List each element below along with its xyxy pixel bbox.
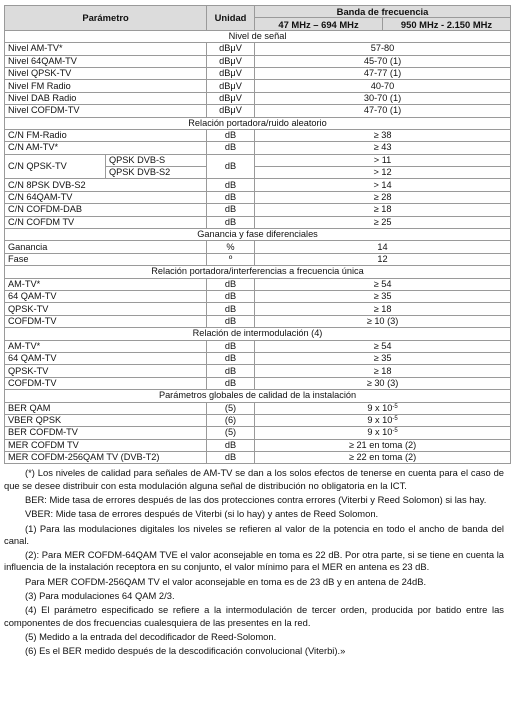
table-row (5, 154, 511, 166)
parameter-label: Nivel QPSK-TV (5, 67, 207, 79)
footnote-paragraph: (1) Para las modulaciones digitales los niveles se refieren al valor de la potencia en todo el ancho de banda del canal. (4, 522, 504, 546)
unit-cell: dB (207, 452, 255, 464)
table-row (5, 142, 511, 154)
value-cell (255, 253, 511, 265)
value-cell (255, 452, 511, 464)
section-header-row (5, 30, 511, 42)
table-row (5, 452, 511, 464)
footnote-paragraph: (5) Medido a la entrada del decodificador de Reed-Solomon. (25, 630, 277, 642)
value-exponent: -5 (392, 416, 398, 423)
parameter-label: 64 QAM-TV (5, 290, 207, 302)
parameter-label: Nivel AM-TV* (5, 43, 207, 55)
parameter-label: Fase (5, 253, 207, 265)
footnote-paragraph: (4) El parámetro especificado se refiere a la intermodulación de tercer orden, producida por batido entre las componentes de dos frecuencias cualesquiera de las presentes en la red. (4, 604, 504, 628)
unit-cell: dB (207, 439, 255, 451)
parameter-label: AM-TV* (5, 340, 207, 352)
section-title: Relación de intermodulación (4) (5, 328, 511, 340)
value-text: 12 (377, 254, 388, 264)
section-title: Relación portadora/interferencias a frecuencia única (5, 266, 511, 278)
value-cell (255, 290, 511, 302)
table-row (5, 303, 511, 315)
value-cell: > 12 (255, 167, 511, 179)
section-header-row (5, 390, 511, 402)
parameter-label: C/N COFDM-DAB (5, 204, 207, 216)
document-page (4, 5, 511, 657)
unit-cell: dB (207, 290, 255, 302)
table-row (5, 179, 511, 191)
value-cell (255, 142, 511, 154)
parameter-label: AM-TV* (5, 278, 207, 290)
value-text: 47-70 (1) (363, 105, 402, 116)
value-cell (255, 191, 511, 203)
value-cell (255, 67, 511, 79)
value-cell (255, 179, 511, 191)
value-text: ≥ 54 (373, 278, 392, 289)
value-text: ≥ 28 (373, 192, 392, 203)
parameter-sublabel: QPSK DVB-S (106, 154, 207, 166)
table-row (5, 204, 511, 216)
table-row (5, 67, 511, 79)
value-cell (255, 204, 511, 216)
value-text: 9 x 10 (367, 427, 393, 438)
value-cell (255, 129, 511, 141)
parameter-label: C/N QPSK-TV (5, 154, 106, 179)
value-cell (255, 377, 511, 389)
unit-cell: (5) (207, 402, 255, 414)
unit-cell: dB (207, 340, 255, 352)
value-text: ≥ 35 (373, 291, 392, 302)
parameter-label: C/N COFDM TV (5, 216, 207, 228)
value-cell (255, 278, 511, 290)
value-text: ≥ 10 (3) (366, 315, 399, 326)
value-cell (255, 439, 511, 451)
value-text: 57-80 (370, 43, 395, 54)
parameter-label: Ganancia (5, 241, 207, 253)
footnote-paragraph: Para MER COFDM-256QAM TV el valor aconsejable en toma es de 23 dB y en antena de 24dB. (25, 575, 427, 587)
table-row (5, 55, 511, 67)
table-row (5, 290, 511, 302)
unit-cell: dB (207, 154, 255, 179)
unit-cell: (5) (207, 427, 255, 439)
parameter-label: QPSK-TV (5, 365, 207, 377)
value-cell (255, 414, 511, 426)
unit-cell: dB (207, 129, 255, 141)
value-text: 9 x 10 (367, 402, 393, 413)
value-text: 14 (377, 241, 388, 252)
value-text: > 14 (373, 179, 392, 190)
value-text: ≥ 43 (373, 142, 392, 153)
value-cell (255, 315, 511, 327)
section-header-row (5, 266, 511, 278)
value-text: 45-70 (1) (363, 55, 402, 66)
value-exponent: -5 (392, 403, 398, 410)
table-row (5, 352, 511, 364)
header-band-2: 950 MHz - 2.150 MHz (383, 18, 511, 30)
table-row (5, 92, 511, 104)
table-row (5, 427, 511, 439)
parameter-label: BER COFDM-TV (5, 427, 207, 439)
section-title: Nivel de señal (5, 30, 511, 42)
table-row (5, 191, 511, 203)
quality-parameters-table (4, 5, 511, 464)
unit-cell: dB (207, 303, 255, 315)
table-row (5, 105, 511, 117)
unit-cell: (6) (207, 414, 255, 426)
table-row (5, 365, 511, 377)
unit-cell: dB (207, 216, 255, 228)
value-cell (255, 365, 511, 377)
table-row (5, 377, 511, 389)
parameter-label: C/N AM-TV* (5, 142, 207, 154)
unit-cell: dB (207, 179, 255, 191)
parameter-sublabel: QPSK DVB-S2 (106, 167, 207, 179)
value-text: ≥ 54 (373, 340, 392, 351)
parameter-label: QPSK-TV (5, 303, 207, 315)
parameter-label: COFDM-TV (5, 377, 207, 389)
footnote-paragraph: (2): Para MER COFDM-64QAM TVE el valor aconsejable en toma es 22 dB. Por otra parte, si se tiene en cuenta la influencia de la instalación receptora en su conjunto, el valor mínimo para el MER en antena es 23 dB. (4, 549, 504, 573)
value-text: ≥ 35 (373, 353, 392, 364)
parameter-label: 64 QAM-TV (5, 352, 207, 364)
value-text: 30-70 (1) (363, 92, 402, 103)
section-title: Ganancia y fase diferenciales (5, 229, 511, 241)
table-row (5, 241, 511, 253)
value-cell (255, 92, 511, 104)
parameter-label: Nivel DAB Radio (5, 92, 207, 104)
value-cell (255, 303, 511, 315)
value-cell (255, 43, 511, 55)
table-row (5, 253, 511, 265)
table-row (5, 414, 511, 426)
value-cell (255, 402, 511, 414)
parameter-label: Nivel 64QAM-TV (5, 55, 207, 67)
header-unit: Unidad (207, 6, 255, 31)
table-row (5, 216, 511, 228)
table-row (5, 402, 511, 414)
parameter-label: VBER QPSK (5, 414, 207, 426)
table-row (5, 439, 511, 451)
unit-cell: dBμV (207, 43, 255, 55)
value-text: ≥ 25 (373, 216, 392, 227)
table-row (5, 129, 511, 141)
table-row (5, 43, 511, 55)
table-body (5, 30, 511, 464)
footnote-paragraph: VBER: Mide tasa de errores después de Viterbi (si lo hay) y antes de Reed Solomon. (25, 508, 379, 520)
unit-cell: dBμV (207, 67, 255, 79)
header-parameter: Parámetro (5, 6, 207, 31)
section-header-row (5, 229, 511, 241)
parameter-label: C/N FM-Radio (5, 129, 207, 141)
unit-cell: dB (207, 204, 255, 216)
value-cell (255, 241, 511, 253)
parameter-label: C/N 8PSK DVB-S2 (5, 179, 207, 191)
unit-cell: dB (207, 377, 255, 389)
value-cell (255, 427, 511, 439)
value-exponent: -5 (392, 428, 398, 435)
table-row (5, 315, 511, 327)
value-cell: > 11 (255, 154, 511, 166)
value-text: ≥ 38 (373, 130, 392, 141)
unit-cell: dB (207, 191, 255, 203)
footnote-paragraph: (3) Para modulaciones 64 QAM 2/3. (25, 590, 175, 602)
unit-cell: dBμV (207, 80, 255, 92)
value-cell (255, 340, 511, 352)
parameter-label: C/N 64QAM-TV (5, 191, 207, 203)
unit-cell: dB (207, 278, 255, 290)
value-cell (255, 55, 511, 67)
value-text: ≥ 30 (3) (366, 377, 399, 388)
section-title: Parámetros globales de calidad de la instalación (5, 390, 511, 402)
parameter-label: COFDM-TV (5, 315, 207, 327)
header-band-1: 47 MHz – 694 MHz (255, 18, 383, 30)
value-text: ≥ 22 en toma (2) (348, 452, 417, 463)
value-cell (255, 216, 511, 228)
value-text: ≥ 21 en toma (2) (348, 439, 417, 450)
value-cell (255, 80, 511, 92)
section-header-row (5, 117, 511, 129)
value-cell (255, 352, 511, 364)
parameter-label: MER COFDM TV (5, 439, 207, 451)
value-text: ≥ 18 (373, 303, 392, 314)
unit-cell: dB (207, 315, 255, 327)
parameter-label: BER QAM (5, 402, 207, 414)
section-header-row (5, 328, 511, 340)
footnote-paragraph: (*) Los niveles de calidad para señales de AM-TV se dan a los solos efectos de tenerse en cuenta para el caso de que se desee distribuir con esta modulación alguna señal de distribución no obligatoria en la ICT. (4, 467, 504, 491)
unit-cell: dBμV (207, 105, 255, 117)
section-title: Relación portadora/ruido aleatorio (5, 117, 511, 129)
parameter-label: MER COFDM-256QAM TV (DVB-T2) (5, 452, 207, 464)
unit-cell: dBμV (207, 55, 255, 67)
unit-cell: dB (207, 352, 255, 364)
value-cell (255, 105, 511, 117)
header-frequency-band: Banda de frecuencia (255, 6, 511, 18)
value-text: ≥ 18 (373, 204, 392, 215)
footnote-paragraph: BER: Mide tasa de errores después de las dos protecciones contra errores (Viterbi y Reed Solomon) si las hay. (25, 493, 487, 505)
unit-cell: dB (207, 142, 255, 154)
unit-cell: dBμV (207, 92, 255, 104)
parameter-label: Nivel COFDM-TV (5, 105, 207, 117)
table-row (5, 278, 511, 290)
footnotes (4, 467, 504, 657)
unit-cell: º (207, 253, 255, 265)
table-row (5, 80, 511, 92)
unit-cell: % (207, 241, 255, 253)
value-text: ≥ 18 (373, 365, 392, 376)
value-text: 9 x 10 (367, 415, 393, 426)
parameter-label: Nivel FM Radio (5, 80, 207, 92)
value-text: 47-77 (1) (363, 68, 402, 79)
value-text: 40-70 (370, 80, 395, 91)
footnote-paragraph: (6) Es el BER medido después de la descodificación convolucional (Viterbi).» (25, 645, 346, 657)
table-row (5, 340, 511, 352)
unit-cell: dB (207, 365, 255, 377)
